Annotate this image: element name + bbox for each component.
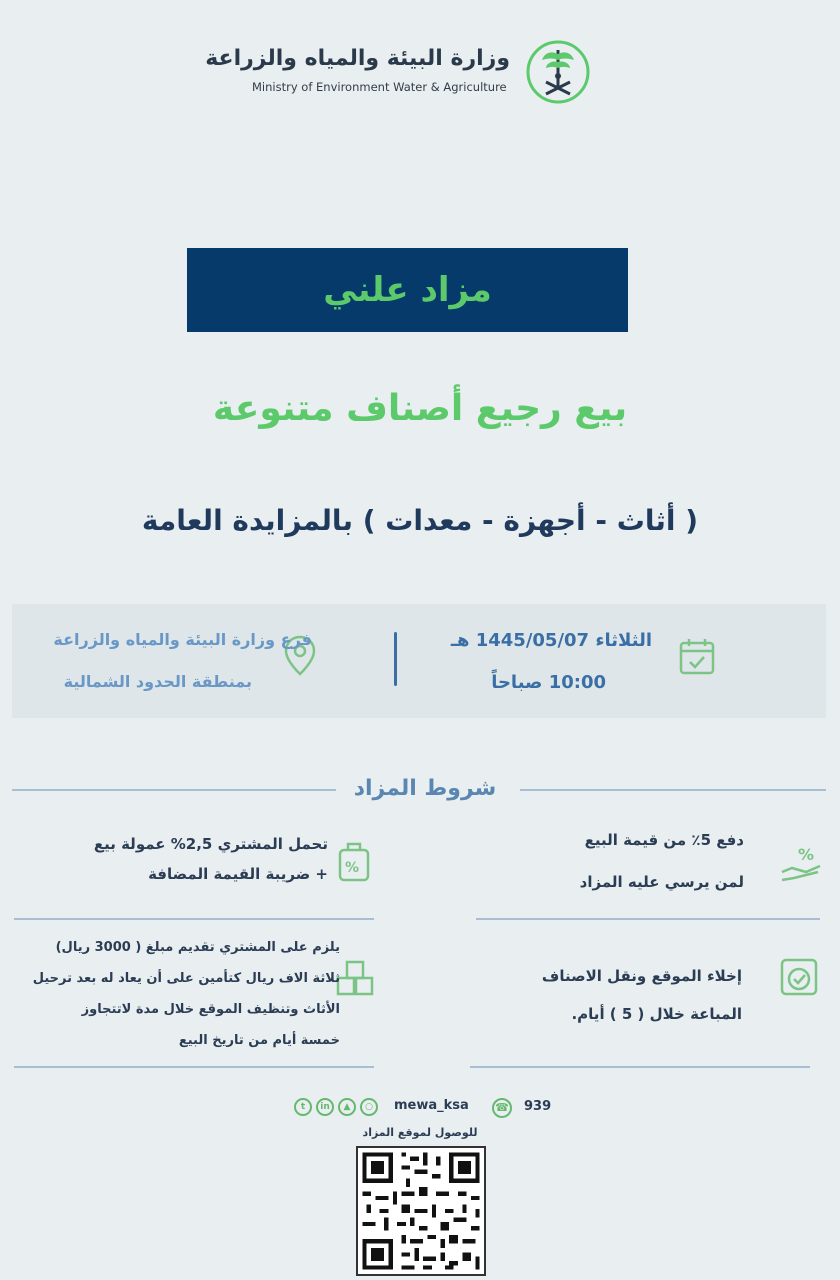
items-line: ( أثاث - أجهزة - معدات ) بالمزايدة العامة xyxy=(141,504,699,537)
auction-date: الثلاثاء 1445/05/07 هـ xyxy=(450,630,652,651)
condition-separator xyxy=(470,1066,810,1068)
condition-3-line-1: إخلاء الموقع ونقل الاصناف xyxy=(541,967,742,985)
location-line-1: فرع وزارة البيئة والمياه والزراعة xyxy=(53,630,312,649)
condition-3-line-2: المباعة خلال ( 5 ) أيام. xyxy=(571,1005,742,1023)
condition-separator xyxy=(476,918,820,920)
instagram-icon[interactable]: ○ xyxy=(360,1098,378,1116)
conditions-heading: شروط المزاد xyxy=(353,776,497,801)
heading-rule-left xyxy=(12,789,336,791)
info-divider xyxy=(394,632,397,686)
condition-4-line-2: ثلاثة الاف ريال كتأمين على أن يعاد له بعد ترحيل xyxy=(32,971,340,986)
page-title: مزاد علني xyxy=(323,270,492,310)
hand-percent-icon xyxy=(778,842,824,884)
header-logo xyxy=(0,36,840,116)
bag-percent-icon xyxy=(334,836,374,884)
condition-1-line-2: لمن يرسي عليه المزاد xyxy=(579,873,744,891)
condition-separator xyxy=(14,918,374,920)
condition-1-line-1: دفع 5٪ من قيمة البيع xyxy=(584,831,744,849)
calendar-check-icon xyxy=(678,636,716,676)
boxes-icon xyxy=(334,954,378,998)
condition-2-line-2: + ضريبة القيمة المضافة xyxy=(148,865,328,883)
phone-number[interactable]: 939 xyxy=(524,1099,552,1114)
subtitle: بيع رجيع أصناف متنوعة xyxy=(212,388,628,429)
ministry-name-arabic: وزارة البيئة والمياه والزراعة xyxy=(205,46,510,71)
ministry-emblem-icon xyxy=(524,36,592,108)
location-line-2: بمنطقة الحدود الشمالية xyxy=(63,672,252,691)
washer-check-icon xyxy=(778,956,820,998)
social-row xyxy=(0,1098,840,1122)
social-handle[interactable]: mewa_ksa xyxy=(394,1098,469,1113)
condition-2-line-1: تحمل المشتري 2,5% عمولة بيع xyxy=(93,835,328,853)
condition-4-line-3: الأثاث وتنظيف الموقع خلال مدة لاتتجاوز xyxy=(81,1002,340,1017)
condition-4-line-4: خمسة أيام من تاريخ البيع xyxy=(178,1033,340,1048)
snapchat-icon[interactable]: ▲ xyxy=(338,1098,356,1116)
linkedin-icon[interactable]: in xyxy=(316,1098,334,1116)
svg-text:%: % xyxy=(345,860,360,876)
svg-text:%: % xyxy=(798,845,815,864)
qr-label: للوصول لموقع المزاد xyxy=(362,1126,478,1139)
qr-code[interactable] xyxy=(356,1146,486,1276)
condition-separator xyxy=(14,1066,374,1068)
condition-4-line-1: يلزم على المشتري تقديم مبلغ ( 3000 ريال) xyxy=(55,940,340,955)
title-banner xyxy=(187,248,628,332)
info-band xyxy=(12,604,826,718)
heading-rule-right xyxy=(520,789,826,791)
ministry-name-english: Ministry of Environment Water & Agriculture xyxy=(252,80,507,94)
auction-time: 10:00 صباحاً xyxy=(491,672,606,693)
phone-icon: ☎ xyxy=(492,1098,512,1118)
twitter-icon[interactable]: t xyxy=(294,1098,312,1116)
